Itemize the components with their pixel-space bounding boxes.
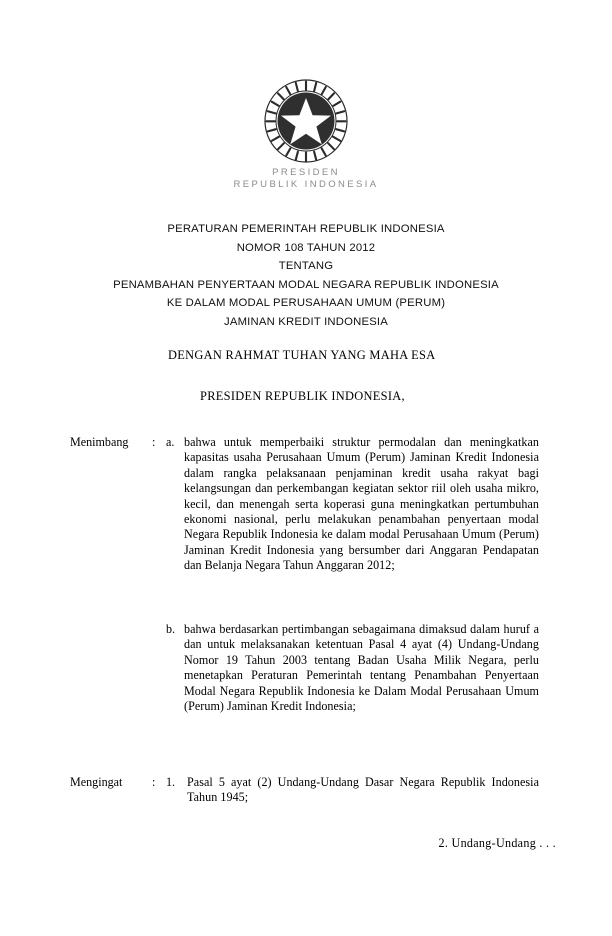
considering-colon: : <box>152 435 156 449</box>
considering-label: Menimbang <box>70 435 129 449</box>
title-line-5: KE DALAM MODAL PERUSAHAAN UMUM (PERUM) <box>166 297 446 309</box>
emblem-container <box>0 78 612 169</box>
observing-label: Mengingat <box>70 775 123 789</box>
title-line-6: JAMINAN KREDIT INDONESIA <box>223 315 389 328</box>
blessing-line: DENGAN RAHMAT TUHAN YANG MAHA ESA <box>168 348 436 362</box>
observing-item-text-1: Pasal 5 ayat (2) Undang-Undang Dasar Negara Republik Indonesia Tahun 1945; <box>187 775 539 805</box>
authority-line: PRESIDEN REPUBLIK INDONESIA, <box>200 389 405 403</box>
considering-item-text-a: bahwa untuk memperbaiki struktur permodalan dan meningkatkan kapasitas usaha Perusahaan Umum (Perum) Jaminan Kredit Indonesia dalam rangka pelaksanaan penjaminan kredit usaha rakyat bagi kelangsungan dan perkembangan kegiatan sektor riil oleh usaha mikro, kecil, dan menengah serta koperasi guna meningkatkan pertumbuhan ekonomi nasional, perlu melakukan penambahan penyertaan modal Negara Republik Indonesia ke dalam modal Perusahaan Umum (Perum) Jaminan Kredit Indonesia yang bersumber dari Anggaran Pendapatan dan Belanja Negara Tahun Anggaran 2012; <box>184 435 539 573</box>
considering-item-marker-b: b. <box>166 622 176 636</box>
considering-item-marker-a: a. <box>166 435 175 449</box>
observing-colon: : <box>152 775 156 789</box>
emblem-caption-line1: PRESIDEN <box>272 167 340 178</box>
observing-item-marker-1: 1. <box>166 775 176 789</box>
title-line-2: NOMOR 108 TAHUN 2012 <box>236 241 376 254</box>
document-title <box>56 220 556 331</box>
title-line-4: PENAMBAHAN PENYERTAAN MODAL NEGARA REPUBLIK INDONESIA <box>113 278 499 291</box>
garuda-star-emblem <box>263 78 349 164</box>
considering-item-text-b: bahwa berdasarkan pertimbangan sebagaimana dimaksud dalam huruf a dan untuk melaksanakan ketentuan Pasal 4 ayat (4) Undang-Undang Nomor 19 Tahun 2003 tentang Badan Usaha Milik Negara, perlu menetapkan Peraturan Pemerintah tentang Penambahan Penyertaan Modal Negara Republik Indonesia ke Dalam Modal Perusahaan Umum (Perum) Jaminan Kredit Indonesia; <box>184 622 539 714</box>
title-line-1: PERATURAN PEMERINTAH REPUBLIK INDONESIA <box>167 223 445 235</box>
emblem-caption <box>0 167 612 191</box>
continuation-note: 2. Undang-Undang . . . <box>438 836 556 850</box>
emblem-caption-line2: REPUBLIK INDONESIA <box>233 179 379 190</box>
title-line-3: TENTANG <box>278 260 334 272</box>
